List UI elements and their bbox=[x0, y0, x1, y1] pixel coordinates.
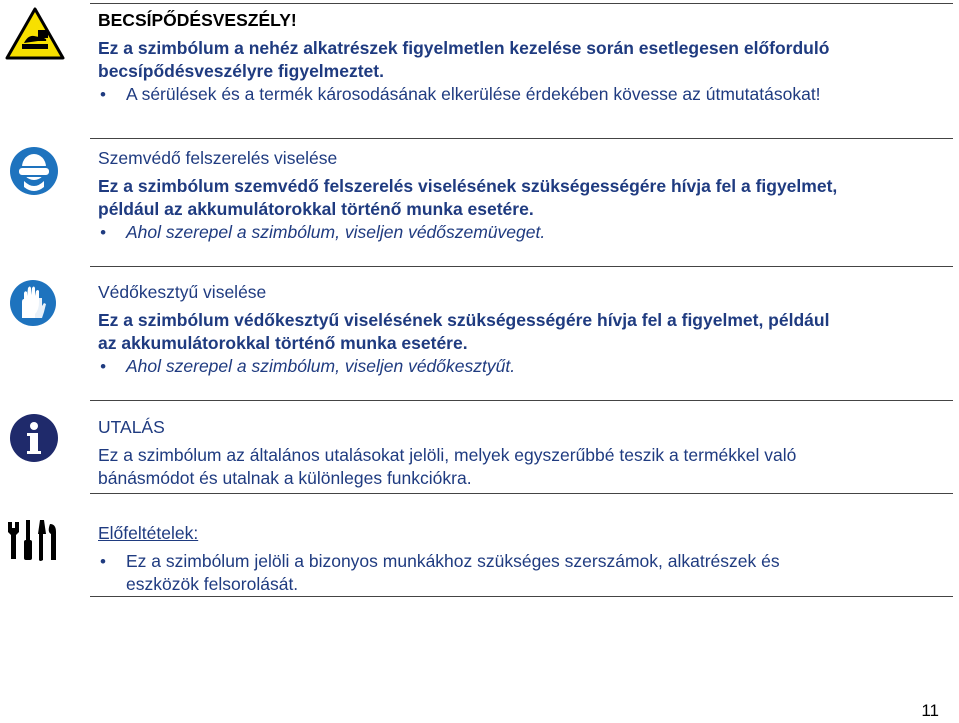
page-number: 11 bbox=[921, 701, 939, 720]
info-text bbox=[98, 416, 953, 490]
bullet-item bbox=[98, 550, 953, 596]
gloves-icon bbox=[8, 278, 58, 328]
bullet-item bbox=[98, 83, 953, 106]
section-title: Védőkesztyű viselése bbox=[98, 282, 267, 302]
bullet-text: Ahol szerepel a szimbólum, viseljen védőkesztyűt. bbox=[126, 356, 516, 376]
bullet-text: • Ez a szimbólum jelöli a bizonyos munkákhoz szükséges szerszámok, alkatrészek és bbox=[126, 551, 780, 571]
bullet-text: Ahol szerepel a szimbólum, viseljen védőszemüveget. bbox=[126, 222, 546, 242]
bullet-text: eszközök felsorolását. bbox=[126, 574, 299, 594]
eye-protection-text bbox=[98, 147, 953, 244]
description-line: Ez a szimbólum az általános utalásokat jelöli, melyek egyszerűbbé teszik a termékkel való bbox=[98, 445, 797, 465]
divider bbox=[90, 400, 953, 401]
divider bbox=[90, 596, 953, 597]
description-line: Ez a szimbólum szemvédő felszerelés viselésének szükségességére hívja fel a figyelmet, bbox=[98, 176, 838, 196]
section-title: Szemvédő felszerelés viselése bbox=[98, 148, 338, 168]
description-line: bánásmódot és utalnak a különleges funkciókra. bbox=[98, 468, 472, 488]
section-title: Előfeltételek: bbox=[98, 523, 199, 543]
description-line: Ez a szimbólum a nehéz alkatrészek figyelmetlen kezelése során esetlegesen előforduló bbox=[98, 38, 830, 58]
crush-hazard-text bbox=[98, 9, 953, 106]
section-title: BECSÍPŐDÉSVESZÉLY! bbox=[98, 10, 297, 30]
eye-protection-icon bbox=[8, 145, 60, 197]
divider bbox=[90, 3, 953, 4]
divider bbox=[90, 493, 953, 494]
hand-crush-warning-icon bbox=[4, 6, 66, 62]
divider bbox=[90, 138, 953, 139]
description-line: Ez a szimbólum védőkesztyű viselésének szükségességére hívja fel a figyelmet, például bbox=[98, 310, 830, 330]
description-line: például az akkumulátorokkal történő munka esetére. bbox=[98, 199, 534, 219]
bullet-item bbox=[98, 355, 953, 378]
bullet-text: A sérülések és a termék károsodásának elkerülése érdekében kövesse az útmutatásokat! bbox=[126, 84, 821, 104]
section-title: UTALÁS bbox=[98, 417, 165, 437]
tools-icon bbox=[4, 518, 60, 562]
info-icon bbox=[8, 412, 60, 464]
description-line: az akkumulátorokkal történő munka esetére. bbox=[98, 333, 468, 353]
prerequisites-text bbox=[98, 522, 953, 596]
gloves-text bbox=[98, 281, 953, 378]
bullet-item bbox=[98, 221, 953, 244]
description-line: becsípődésveszélyre figyelmeztet. bbox=[98, 61, 384, 81]
divider bbox=[90, 266, 953, 267]
